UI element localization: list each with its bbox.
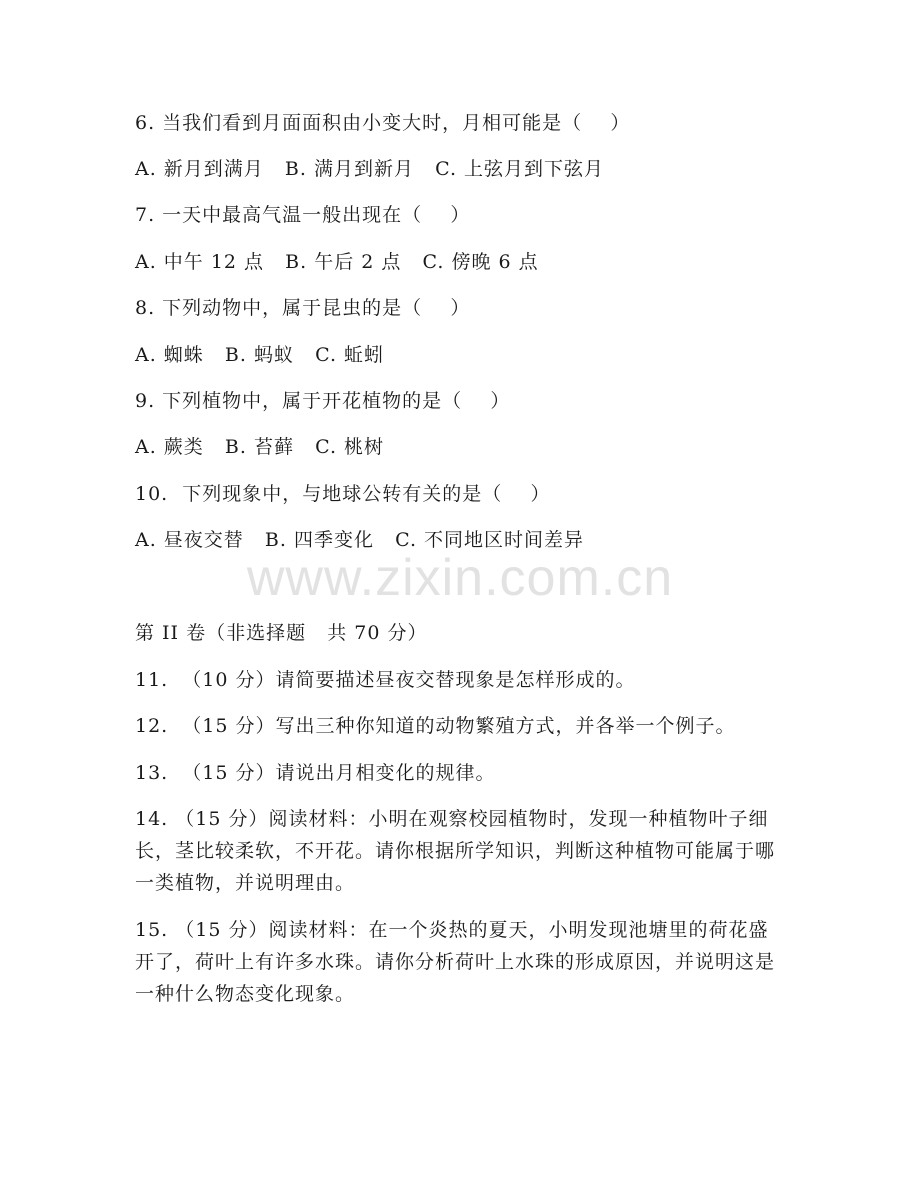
watermark: www.zixin.com.cn xyxy=(246,549,674,607)
question-7-options: A. 中午 12 点 B. 午后 2 点 C. 傍晚 6 点 xyxy=(135,251,539,273)
question-8-options: A. 蜘蛛 B. 蚂蚁 C. 蚯蚓 xyxy=(135,344,385,366)
question-9-options: A. 蕨类 B. 苔藓 C. 桃树 xyxy=(135,436,385,458)
question-10-options: A. 昼夜交替 B. 四季变化 C. 不同地区时间差异 xyxy=(135,529,585,551)
section-title: 第 II 卷（非选择题 共 70 分） xyxy=(135,622,428,644)
question-8-stem: 8. 下列动物中，属于昆虫的是（ ） xyxy=(135,297,471,319)
question-14: 14. （15 分）阅读材料：小明在观察校园植物时，发现一种植物叶子细长，茎比较柔软，不开花。请你根据所学知识，判断这种植物可能属于哪一类植物，并说明理由。 xyxy=(135,808,776,894)
question-10-stem: 10. 下列现象中，与地球公转有关的是（ ） xyxy=(135,483,551,505)
question-13: 13. （15 分）请说出月相变化的规律。 xyxy=(135,762,496,784)
question-6-options: A. 新月到满月 B. 满月到新月 C. 上弦月到下弦月 xyxy=(135,158,605,180)
question-15: 15. （15 分）阅读材料：在一个炎热的夏天，小明发现池塘里的荷花盛开了，荷叶上有许多水珠。请你分析荷叶上水珠的形成原因，并说明这是一种什么物态变化现象。 xyxy=(135,919,776,1005)
question-6-stem: 6. 当我们看到月面面积由小变大时，月相可能是（ ） xyxy=(135,112,631,134)
question-7-stem: 7. 一天中最高气温一般出现在（ ） xyxy=(135,204,471,226)
question-9-stem: 9. 下列植物中，属于开花植物的是（ ） xyxy=(135,390,511,412)
question-11: 11. （10 分）请简要描述昼夜交替现象是怎样形成的。 xyxy=(135,669,636,691)
question-12: 12. （15 分）写出三种你知道的动物繁殖方式，并各举一个例子。 xyxy=(135,715,736,737)
